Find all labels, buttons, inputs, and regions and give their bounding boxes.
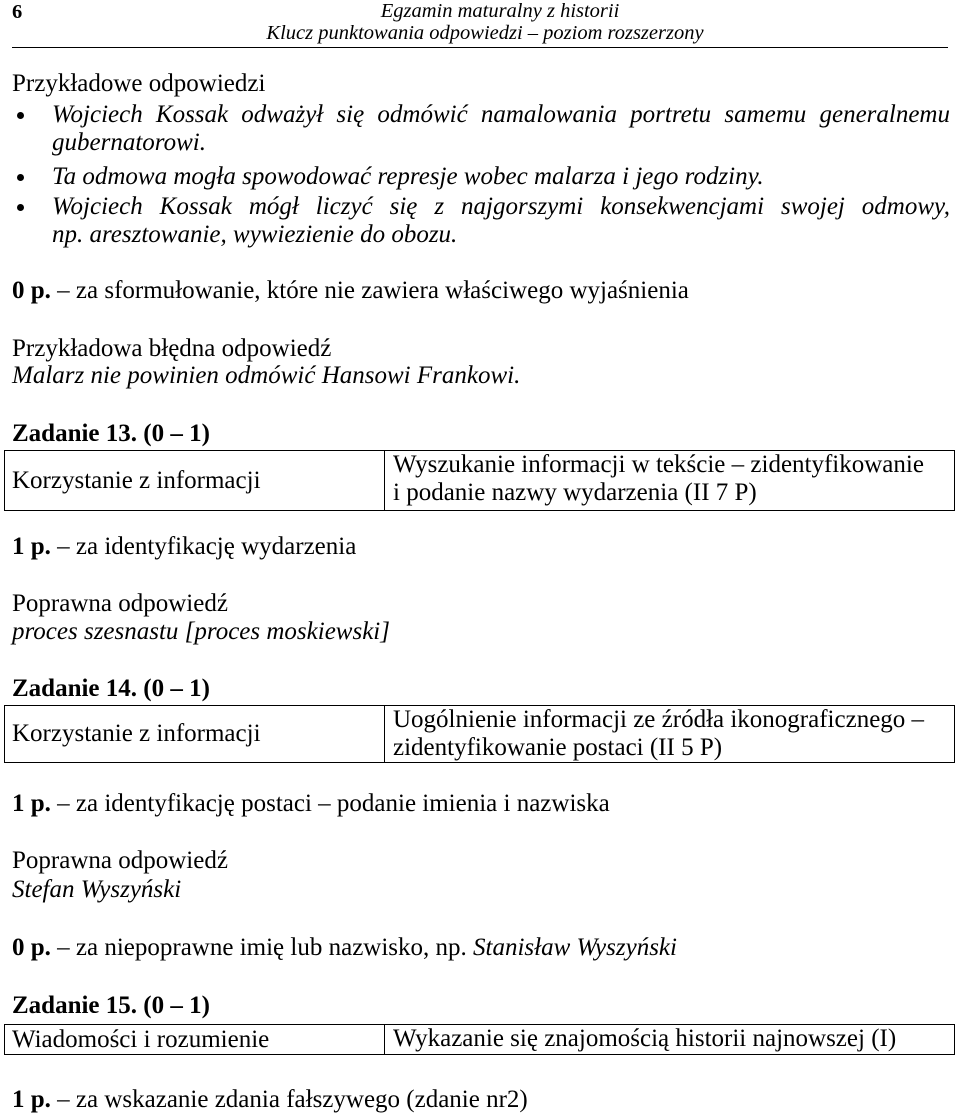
bullet-icon xyxy=(17,112,24,119)
correct-answer-text: proces szesnastu [proces moskiewski] xyxy=(12,618,390,645)
requirement-description-cell xyxy=(385,1025,954,1054)
requirement-description-cell xyxy=(385,706,954,762)
requirement-area-cell xyxy=(5,706,385,762)
task-heading: Zadanie 14. (0 – 1) xyxy=(12,675,210,702)
example-answer-item xyxy=(52,193,950,249)
scoring-description: – za identyfikację postaci – podanie imienia i nazwiska xyxy=(57,790,610,817)
scoring-description: – za wskazanie zdania fałszywego (zdanie nr2) xyxy=(57,1086,528,1113)
requirement-line: Wykazanie się znajomością historii najnowszej (I) xyxy=(393,1025,897,1052)
requirement-area: Korzystanie z informacji xyxy=(12,466,261,494)
task-heading: Zadanie 15. (0 – 1) xyxy=(12,992,210,1019)
correct-answer-text: Stefan Wyszyński xyxy=(12,876,182,903)
scoring-rule-zero-points xyxy=(12,934,677,962)
scoring-rule-full-points xyxy=(12,533,356,561)
score-label: 0 p. xyxy=(12,934,51,961)
example-answer-line: Wojciech Kossak odważył się odmówić namalowania portretu samemu generalnemu xyxy=(52,101,950,128)
header-subtitle: Klucz punktowania odpowiedzi – poziom rozszerzony xyxy=(266,22,704,44)
wrong-answer-heading: Przykładowa błędna odpowiedź xyxy=(12,335,332,362)
header-divider xyxy=(12,47,948,48)
scoring-description: – za sformułowanie, które nie zawiera właściwego wyjaśnienia xyxy=(57,277,689,304)
wrong-answer-text: Malarz nie powinien odmówić Hansowi Frankowi. xyxy=(12,362,521,389)
bullet-icon xyxy=(17,174,24,181)
requirement-table xyxy=(4,705,955,763)
requirement-area-cell xyxy=(5,451,385,510)
score-label: 0 p. xyxy=(12,277,51,304)
correct-answer-heading: Poprawna odpowiedź xyxy=(12,590,228,617)
bullet-icon xyxy=(17,204,24,211)
example-answer-line: Wojciech Kossak mógł liczyć się z najgorszymi konsekwencjami swojej odmowy, xyxy=(52,193,950,220)
requirement-description-cell xyxy=(385,451,954,510)
example-answer-line: Ta odmowa mogła spowodować represje wobec malarza i jego rodziny. xyxy=(52,163,764,190)
scoring-rule-zero-points xyxy=(12,277,689,305)
requirement-line: i podanie nazwy wydarzenia (II 7 P) xyxy=(393,479,757,506)
header-title: Egzamin maturalny z historii xyxy=(380,0,620,22)
score-label: 1 p. xyxy=(12,533,51,560)
scoring-rule-full-points xyxy=(12,1086,528,1114)
example-answer-line: np. aresztowanie, wywiezienie do obozu. xyxy=(52,221,458,248)
task-heading: Zadanie 13. (0 – 1) xyxy=(12,420,210,447)
page-number: 6 xyxy=(12,1,23,23)
scoring-rule-full-points xyxy=(12,790,610,818)
correct-answer-heading: Poprawna odpowiedź xyxy=(12,847,228,874)
example-answer-line: gubernatorowi. xyxy=(52,129,206,156)
incorrect-answer-example: Stanisław Wyszyński xyxy=(473,934,677,961)
example-answer-item xyxy=(52,163,950,191)
score-label: 1 p. xyxy=(12,1086,51,1113)
requirement-table xyxy=(4,1024,955,1055)
requirement-table xyxy=(4,450,955,511)
requirement-area-cell xyxy=(5,1025,385,1054)
score-label: 1 p. xyxy=(12,790,51,817)
requirement-line: Wyszukanie informacji w tekście – zidentyfikowanie xyxy=(393,451,924,478)
requirement-line: zidentyfikowanie postaci (II 5 P) xyxy=(393,734,723,761)
example-answers-heading: Przykładowe odpowiedzi xyxy=(12,70,266,97)
requirement-area: Wiadomości i rozumienie xyxy=(12,1025,270,1053)
scoring-description: – za identyfikację wydarzenia xyxy=(57,533,357,560)
scoring-description: – za niepoprawne imię lub nazwisko, np. xyxy=(57,934,467,961)
requirement-area: Korzystanie z informacji xyxy=(12,720,261,747)
requirement-line: Uogólnienie informacji ze źródła ikonograficznego – xyxy=(393,706,925,733)
example-answer-item xyxy=(52,101,950,157)
